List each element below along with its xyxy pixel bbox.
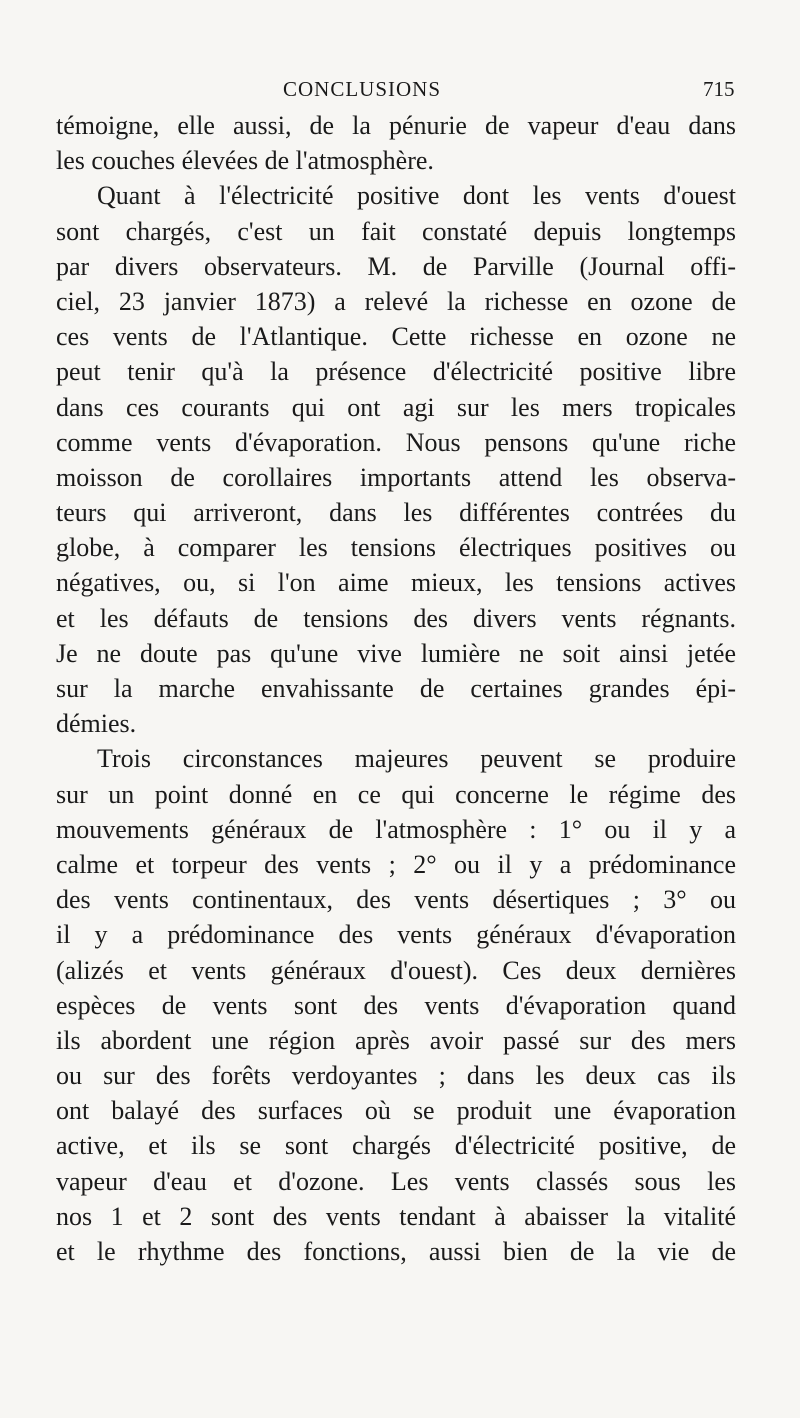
page-header [0, 76, 800, 102]
text-line: Quant à l'électricité positive dont les vents d'ouest [97, 181, 736, 211]
text-line: calme et torpeur des vents ; 2° ou il y a prédominance [56, 849, 736, 879]
body-text [56, 108, 736, 1269]
text-line: ils abordent une région après avoir passé sur des mers [56, 1025, 736, 1055]
text-line: mouvements généraux de l'atmosphère : 1° ou il y a [56, 814, 736, 844]
text-line: ces vents de l'Atlantique. Cette richesse en ozone ne [56, 322, 736, 352]
text-line: comme vents d'évaporation. Nous pensons qu'une riche [56, 427, 736, 457]
text-line: sur un point donné en ce qui concerne le régime des [56, 779, 736, 809]
text-line: et le rhythme des fonctions, aussi bien de la vie de [56, 1237, 736, 1266]
text-line: globe, à comparer les tensions électriques positives ou [56, 533, 736, 563]
page-number: 715 [703, 77, 735, 101]
text-line: vapeur d'eau et d'ozone. Les vents classés sous les [56, 1166, 736, 1196]
text-line: démies. [56, 709, 137, 739]
text-line: peut tenir qu'à la présence d'électricité positive libre [56, 357, 736, 387]
running-title: CONCLUSIONS [283, 77, 442, 101]
text-line: espèces de vents sont des vents d'évaporation quand [56, 990, 736, 1020]
text-line: et les défauts de tensions des divers vents régnants. [56, 603, 736, 633]
text-line: nos 1 et 2 sont des vents tendant à abaisser la vitalité [56, 1201, 736, 1231]
text-line: des vents continentaux, des vents désertiques ; 3° ou [56, 885, 736, 915]
text-line: ont balayé des surfaces où se produit une évaporation [56, 1096, 736, 1126]
text-line: Je ne doute pas qu'une vive lumière ne soit ainsi jetée [56, 638, 736, 668]
text-line: sont chargés, c'est un fait constaté depuis longtemps [56, 216, 736, 246]
text-line: teurs qui arriveront, dans les différentes contrées du [56, 498, 736, 528]
text-line: ciel, 23 janvier 1873) a relevé la richesse en ozone de [56, 286, 736, 316]
text-line: (alizés et vents généraux d'ouest). Ces deux dernières [56, 955, 736, 985]
text-line: active, et ils se sont chargés d'électricité positive, de [56, 1131, 736, 1161]
text-line: ou sur des forêts verdoyantes ; dans les deux cas ils [56, 1061, 736, 1091]
text-line: témoigne, elle aussi, de la pénurie de vapeur d'eau dans [56, 111, 736, 140]
text-line: sur la marche envahissante de certaines grandes épi- [56, 674, 736, 703]
text-line: il y a prédominance des vents généraux d'évaporation [56, 920, 736, 950]
text-line: les couches élevées de l'atmosphère. [56, 146, 434, 176]
text-line: moisson de corollaires importants attend les observa- [56, 462, 736, 492]
text-line: négatives, ou, si l'on aime mieux, les tensions actives [56, 568, 736, 598]
text-line: Trois circonstances majeures peuvent se produire [97, 744, 736, 774]
text-line: par divers observateurs. M. de Parville (Journal offi- [56, 251, 736, 281]
text-line: dans ces courants qui ont agi sur les mers tropicales [56, 392, 736, 422]
